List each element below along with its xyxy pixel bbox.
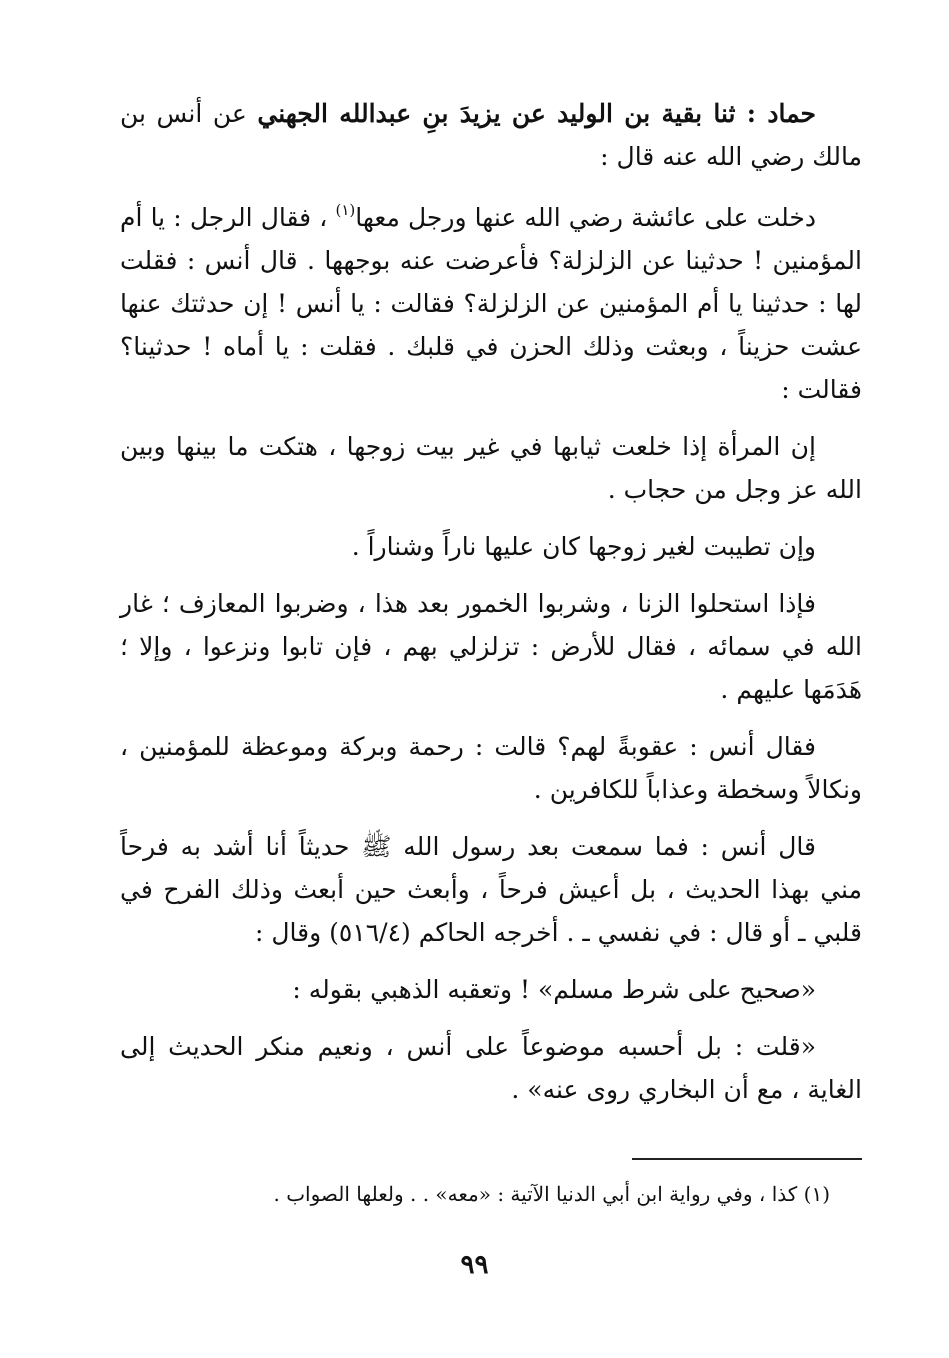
paragraph-earthquake-cause: فإذا استحلوا الزنا ، وشربوا الخمور بعد هذا ، وضربوا المعازف ؛ غار الله في سمائه ، فقال للأرض : تزلزلي بهم ، فإن تابوا ونزعوا ، وإلا ؛ هَدَمَها عليهم .	[120, 589, 862, 704]
page-number: ٩٩	[460, 1250, 489, 1280]
paragraph-isnad	[120, 92, 862, 178]
isnad-rest: عن أنس بن مالك رضي الله عنه قال :	[120, 99, 862, 171]
paragraph-punishment: فقال أنس : عقوبةً لهم؟ قالت : رحمة وبركة وموعظة للمؤمنين ، ونكالاً وسخطة وعذاباً للكافرين .	[120, 732, 862, 804]
aisha-text-start: دخلت على عائشة رضي الله عنها ورجل معها	[355, 203, 817, 232]
footnote-text: (١) كذا ، وفي رواية ابن أبي الدنيا الآتية : «معه» . . ولعلها الصواب .	[273, 1182, 830, 1206]
paragraph-perfume: وإن تطيبت لغير زوجها كان عليها ناراً وشناراً .	[351, 532, 816, 561]
paragraph-woman-clothes: إن المرأة إذا خلعت ثيابها في غير بيت زوجها ، هتكت ما بينها وبين الله عز وجل من حجاب .	[120, 432, 862, 504]
main-text	[120, 92, 862, 1125]
paragraph-hakim-grading: «صحيح على شرط مسلم» ! وتعقبه الذهبي بقوله :	[292, 975, 816, 1004]
footnote-divider	[632, 1158, 862, 1160]
footnote-marker: (١)	[335, 200, 356, 219]
paragraph-dhahabi-comment: «قلت : بل أحسبه موضوعاً على أنس ، ونعيم منكر الحديث إلى الغاية ، مع أن البخاري روى عنه» .	[120, 1032, 862, 1104]
paragraph-aisha-visit	[120, 196, 862, 411]
paragraph-anas-joy: قال أنس : فما سمعت بعد رسول الله ﷺ حديثاً أنا أشد به فرحاً مني بهذا الحديث ، بل أعيش فرحاً ، وأبعث حين أبعث وذلك الفرح في قلبي ـ أو قال : في نفسي ـ . أخرجه الحاكم (٥١٦/٤) وقال :	[120, 832, 862, 947]
isnad-lead-bold: حماد : ثنا بقية بن الوليد عن يزيدَ بنِ عبدالله الجهني	[257, 99, 816, 128]
aisha-text-rest: ، فقال الرجل : يا أم المؤمنين ! حدثينا عن الزلزلة؟ فأعرضت عنه بوجهها . قال أنس : فقلت لها : حدثينا يا أم المؤمنين عن الزلزلة؟ فقالت : يا أنس ! إن حدثتك عنها عشت حزيناً ، وبعثت وذلك الحزن في قلبك . فقلت : يا أماه ! حدثينا؟ فقالت :	[120, 203, 862, 404]
